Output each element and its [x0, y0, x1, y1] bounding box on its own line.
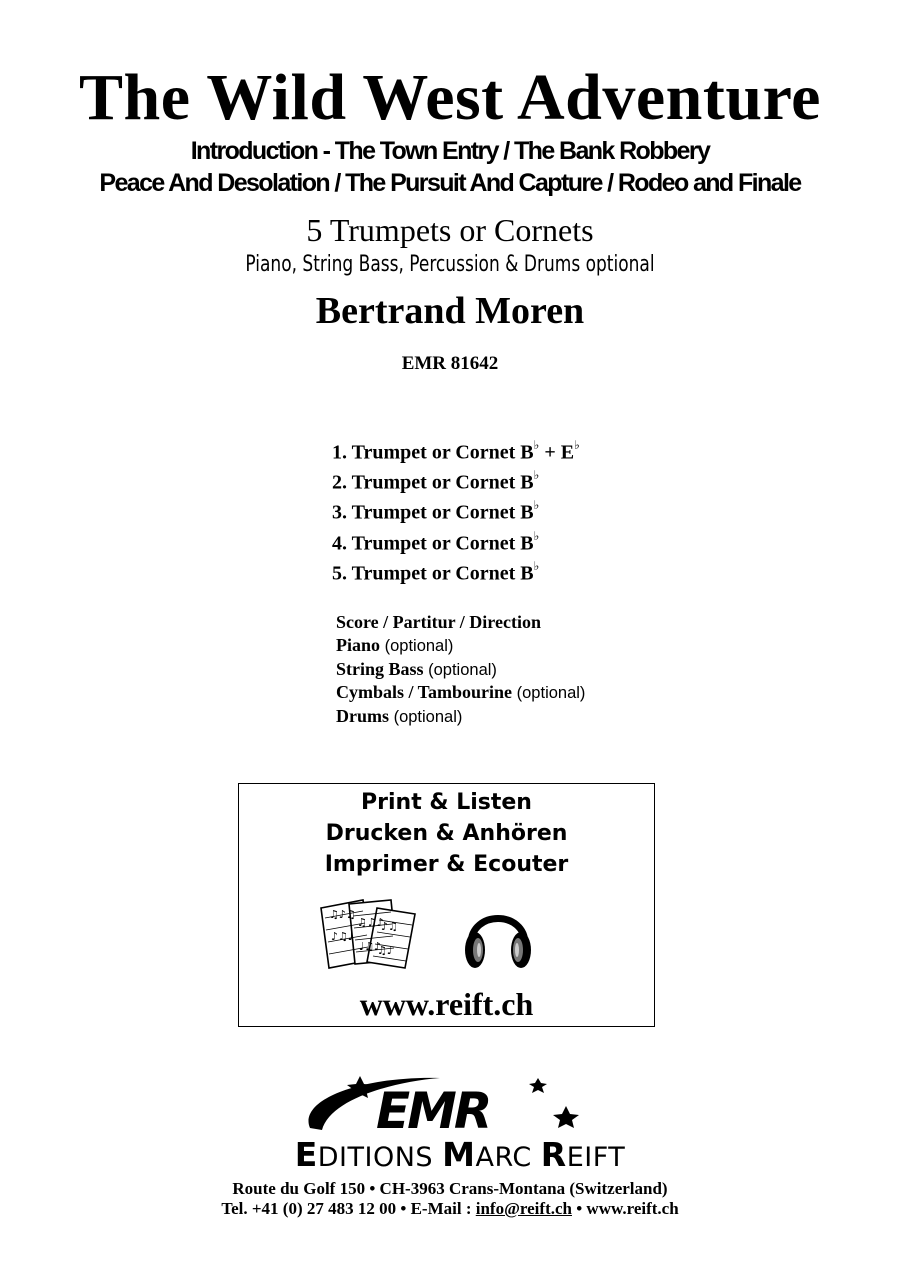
subtitle-movements-1: Introduction - The Town Entry / The Bank Robbery	[190, 137, 710, 165]
website-link[interactable]: www.reift.ch	[359, 986, 534, 1022]
optional-instruments: Piano, String Bass, Percussion & Drums optional	[245, 252, 655, 277]
extra-part-item: String Bass (optional)	[336, 658, 497, 679]
svg-text:♫♪♫: ♫♪♫	[329, 908, 356, 921]
publisher-name: EDITIONS MARC REIFT	[294, 1135, 626, 1172]
publisher-contact: Tel. +41 (0) 27 483 12 00 • E-Mail : info@reift.ch • www.reift.ch	[221, 1199, 679, 1218]
composer-name: Bertrand Moren	[315, 290, 585, 332]
promo-line-english: Print & Listen	[361, 790, 532, 815]
instrumentation: 5 Trumpets or Cornets	[306, 212, 594, 248]
extra-part-item: Cymbals / Tambourine (optional)	[336, 682, 586, 703]
part-item: 4. Trumpet or Cornet B♭	[332, 528, 540, 555]
subtitle-movements-2: Peace And Desolation / The Pursuit And Capture / Rodeo and Finale	[99, 169, 801, 197]
svg-text:♪♫: ♪♫	[381, 920, 398, 933]
sheet-music-icon	[315, 896, 421, 970]
extra-part-item: Drums (optional)	[336, 706, 463, 727]
parts-list	[332, 432, 580, 583]
print-listen-box	[238, 783, 655, 1027]
part-item: 5. Trumpet or Cornet B♭	[332, 558, 540, 585]
page-title: The Wild West Adventure	[79, 61, 821, 134]
extra-part-item: Score / Partitur / Direction	[336, 612, 541, 632]
additional-parts-list	[336, 611, 585, 729]
emr-publisher-logo	[240, 1070, 680, 1172]
svg-text:♫♩: ♫♩	[377, 944, 393, 957]
promo-line-german: Drucken & Anhören	[325, 821, 568, 846]
svg-text:♩♫♪: ♩♫♪	[359, 940, 382, 953]
email-link[interactable]: info@reift.ch	[475, 1199, 572, 1218]
headphones-icon	[463, 896, 533, 974]
catalog-number: EMR 81642	[401, 353, 499, 374]
publisher-address: Route du Golf 150 • CH-3963 Crans-Montana (Switzerland)	[232, 1179, 668, 1198]
part-item: 3. Trumpet or Cornet B♭	[332, 498, 540, 525]
promo-line-french: Imprimer & Ecouter	[324, 852, 569, 877]
part-item: 2. Trumpet or Cornet B♭	[332, 468, 540, 494]
extra-part-item: Piano (optional)	[336, 634, 454, 655]
logo-emr-text: EMR	[376, 1082, 490, 1140]
svg-text:♪♫♩: ♪♫♩	[331, 930, 354, 943]
svg-text:♫♫♪: ♫♫♪	[357, 916, 384, 929]
part-item: 1. Trumpet or Cornet B♭ + E♭	[332, 438, 580, 464]
